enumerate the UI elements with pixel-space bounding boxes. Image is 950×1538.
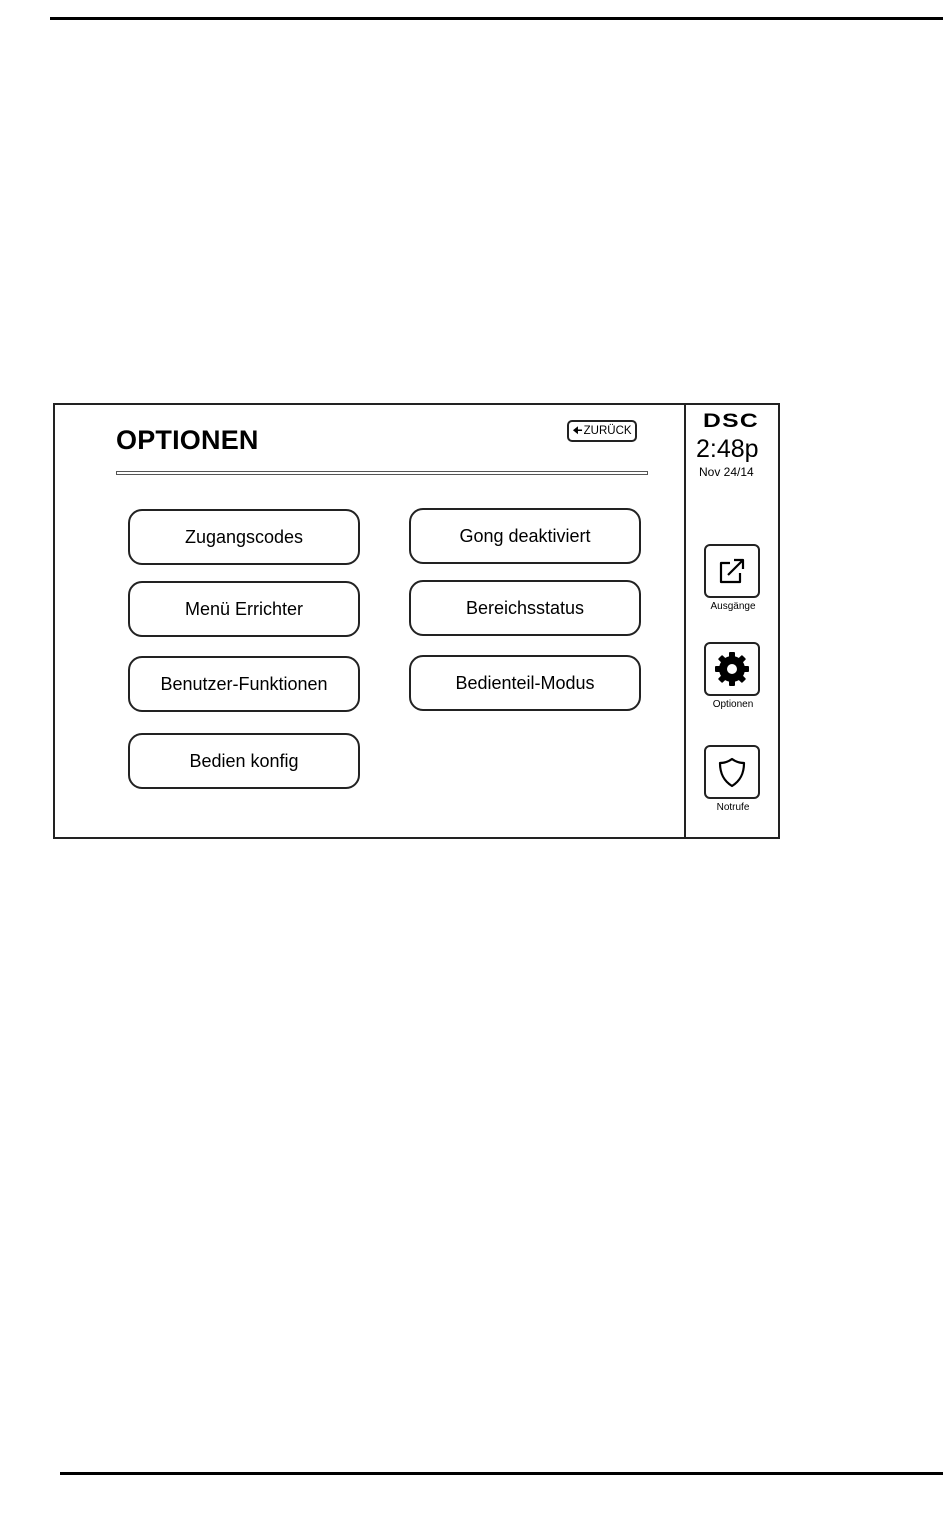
shield-icon bbox=[715, 755, 749, 789]
partition-status-label: Bereichsstatus bbox=[465, 597, 585, 618]
emergency-label: Notrufe bbox=[716, 802, 750, 813]
installer-menu-button[interactable] bbox=[128, 581, 360, 637]
outputs-label: Ausgänge bbox=[710, 601, 756, 612]
back-arrow-icon: 🠈 bbox=[572, 424, 583, 437]
page-top-rule bbox=[50, 17, 943, 20]
emergency-button[interactable] bbox=[704, 745, 760, 799]
access-codes-label: Zugangscodes bbox=[184, 526, 304, 547]
clock-date: Nov 24/14 bbox=[699, 465, 754, 479]
status-sidebar bbox=[684, 405, 780, 837]
keypad-config-button[interactable] bbox=[128, 733, 360, 789]
keypad-screen bbox=[53, 403, 780, 839]
chime-disabled-button[interactable] bbox=[409, 508, 641, 564]
partition-status-button[interactable] bbox=[409, 580, 641, 636]
outputs-button[interactable] bbox=[704, 544, 760, 598]
dsc-logo: DSC bbox=[702, 411, 760, 432]
outputs-icon bbox=[713, 552, 751, 590]
user-functions-button[interactable] bbox=[128, 656, 360, 712]
back-button-label: ZURÜCK bbox=[583, 425, 632, 437]
options-main-area bbox=[55, 405, 684, 837]
page-bottom-rule bbox=[60, 1472, 943, 1475]
access-codes-button[interactable] bbox=[128, 509, 360, 565]
chime-disabled-label: Gong deaktiviert bbox=[459, 525, 591, 546]
options-label: Optionen bbox=[712, 699, 754, 710]
keypad-mode-label: Bedienteil-Modus bbox=[455, 672, 595, 693]
keypad-config-label: Bedien konfig bbox=[189, 750, 299, 771]
clock-time: 2:48p bbox=[696, 435, 759, 463]
page-title: OPTIONEN bbox=[116, 425, 259, 455]
options-button[interactable] bbox=[704, 642, 760, 696]
back-button[interactable] bbox=[567, 420, 637, 442]
user-functions-label: Benutzer-Funktionen bbox=[160, 673, 328, 694]
keypad-mode-button[interactable] bbox=[409, 655, 641, 711]
installer-menu-label: Menü Errichter bbox=[184, 598, 304, 619]
gear-icon bbox=[712, 649, 752, 689]
title-divider bbox=[116, 471, 648, 475]
